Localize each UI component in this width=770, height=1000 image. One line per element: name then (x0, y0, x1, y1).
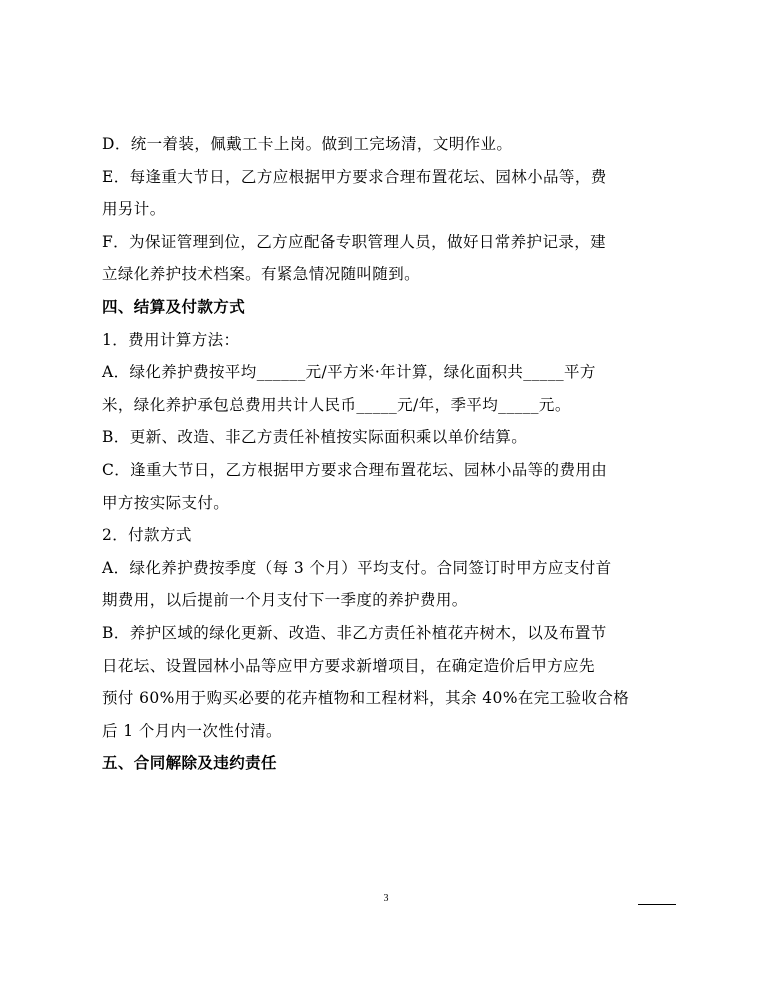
text-line: A．绿化养护费按季度（每 3 个月）平均支付。合同签订时甲方应支付首 (102, 558, 612, 577)
page-number: 3 (383, 893, 389, 904)
text-line: 立绿化养护技术档案。有紧急情况随叫随到。 (102, 265, 421, 284)
text-line: 日花坛、设置园林小品等应甲方要求新增项目，在确定造价后甲方应先 (102, 656, 595, 675)
text-line: F．为保证管理到位，乙方应配备专职管理人员，做好日常养护记录，建 (102, 232, 607, 251)
text-line: 后 1 个月内一次性付清。 (102, 721, 282, 740)
section-heading: 五、合同解除及违约责任 (102, 753, 277, 773)
text-line: 2．付款方式 (102, 526, 192, 545)
text-line: B．养护区域的绿化更新、改造、非乙方责任补植花卉树木，以及布置节 (102, 623, 607, 642)
text-line: 用另计。 (102, 200, 166, 219)
text-line: E．每逢重大节日，乙方应根据甲方要求合理布置花坛、园林小品等，费 (102, 167, 607, 186)
document-body (102, 128, 676, 780)
text-line: C．逢重大节日，乙方根据甲方要求合理布置花坛、园林小品等的费用由 (102, 460, 608, 479)
section-heading: 四、结算及付款方式 (102, 296, 246, 316)
text-line: D．统一着装，佩戴工卡上岗。做到工完场清，文明作业。 (102, 135, 513, 153)
text-line: 甲方按实际支付。 (102, 493, 230, 512)
text-line: 米，绿化养护承包总费用共计人民币_____元/年，季平均_____元。 (102, 395, 571, 414)
footer-rule (638, 904, 676, 905)
text-line: 期费用，以后提前一个月支付下一季度的养护费用。 (102, 591, 468, 610)
text-line: B．更新、改造、非乙方责任补植按实际面积乘以单价结算。 (102, 428, 528, 447)
text-line: 1．费用计算方法： (102, 330, 240, 349)
text-line: 预付 60%用于购买必要的花卉植物和工程材料，其余 40%在完工验收合格 (102, 689, 630, 708)
text-line: A．绿化养护费按平均______元/平方米·年计算，绿化面积共_____平方 (102, 363, 596, 382)
